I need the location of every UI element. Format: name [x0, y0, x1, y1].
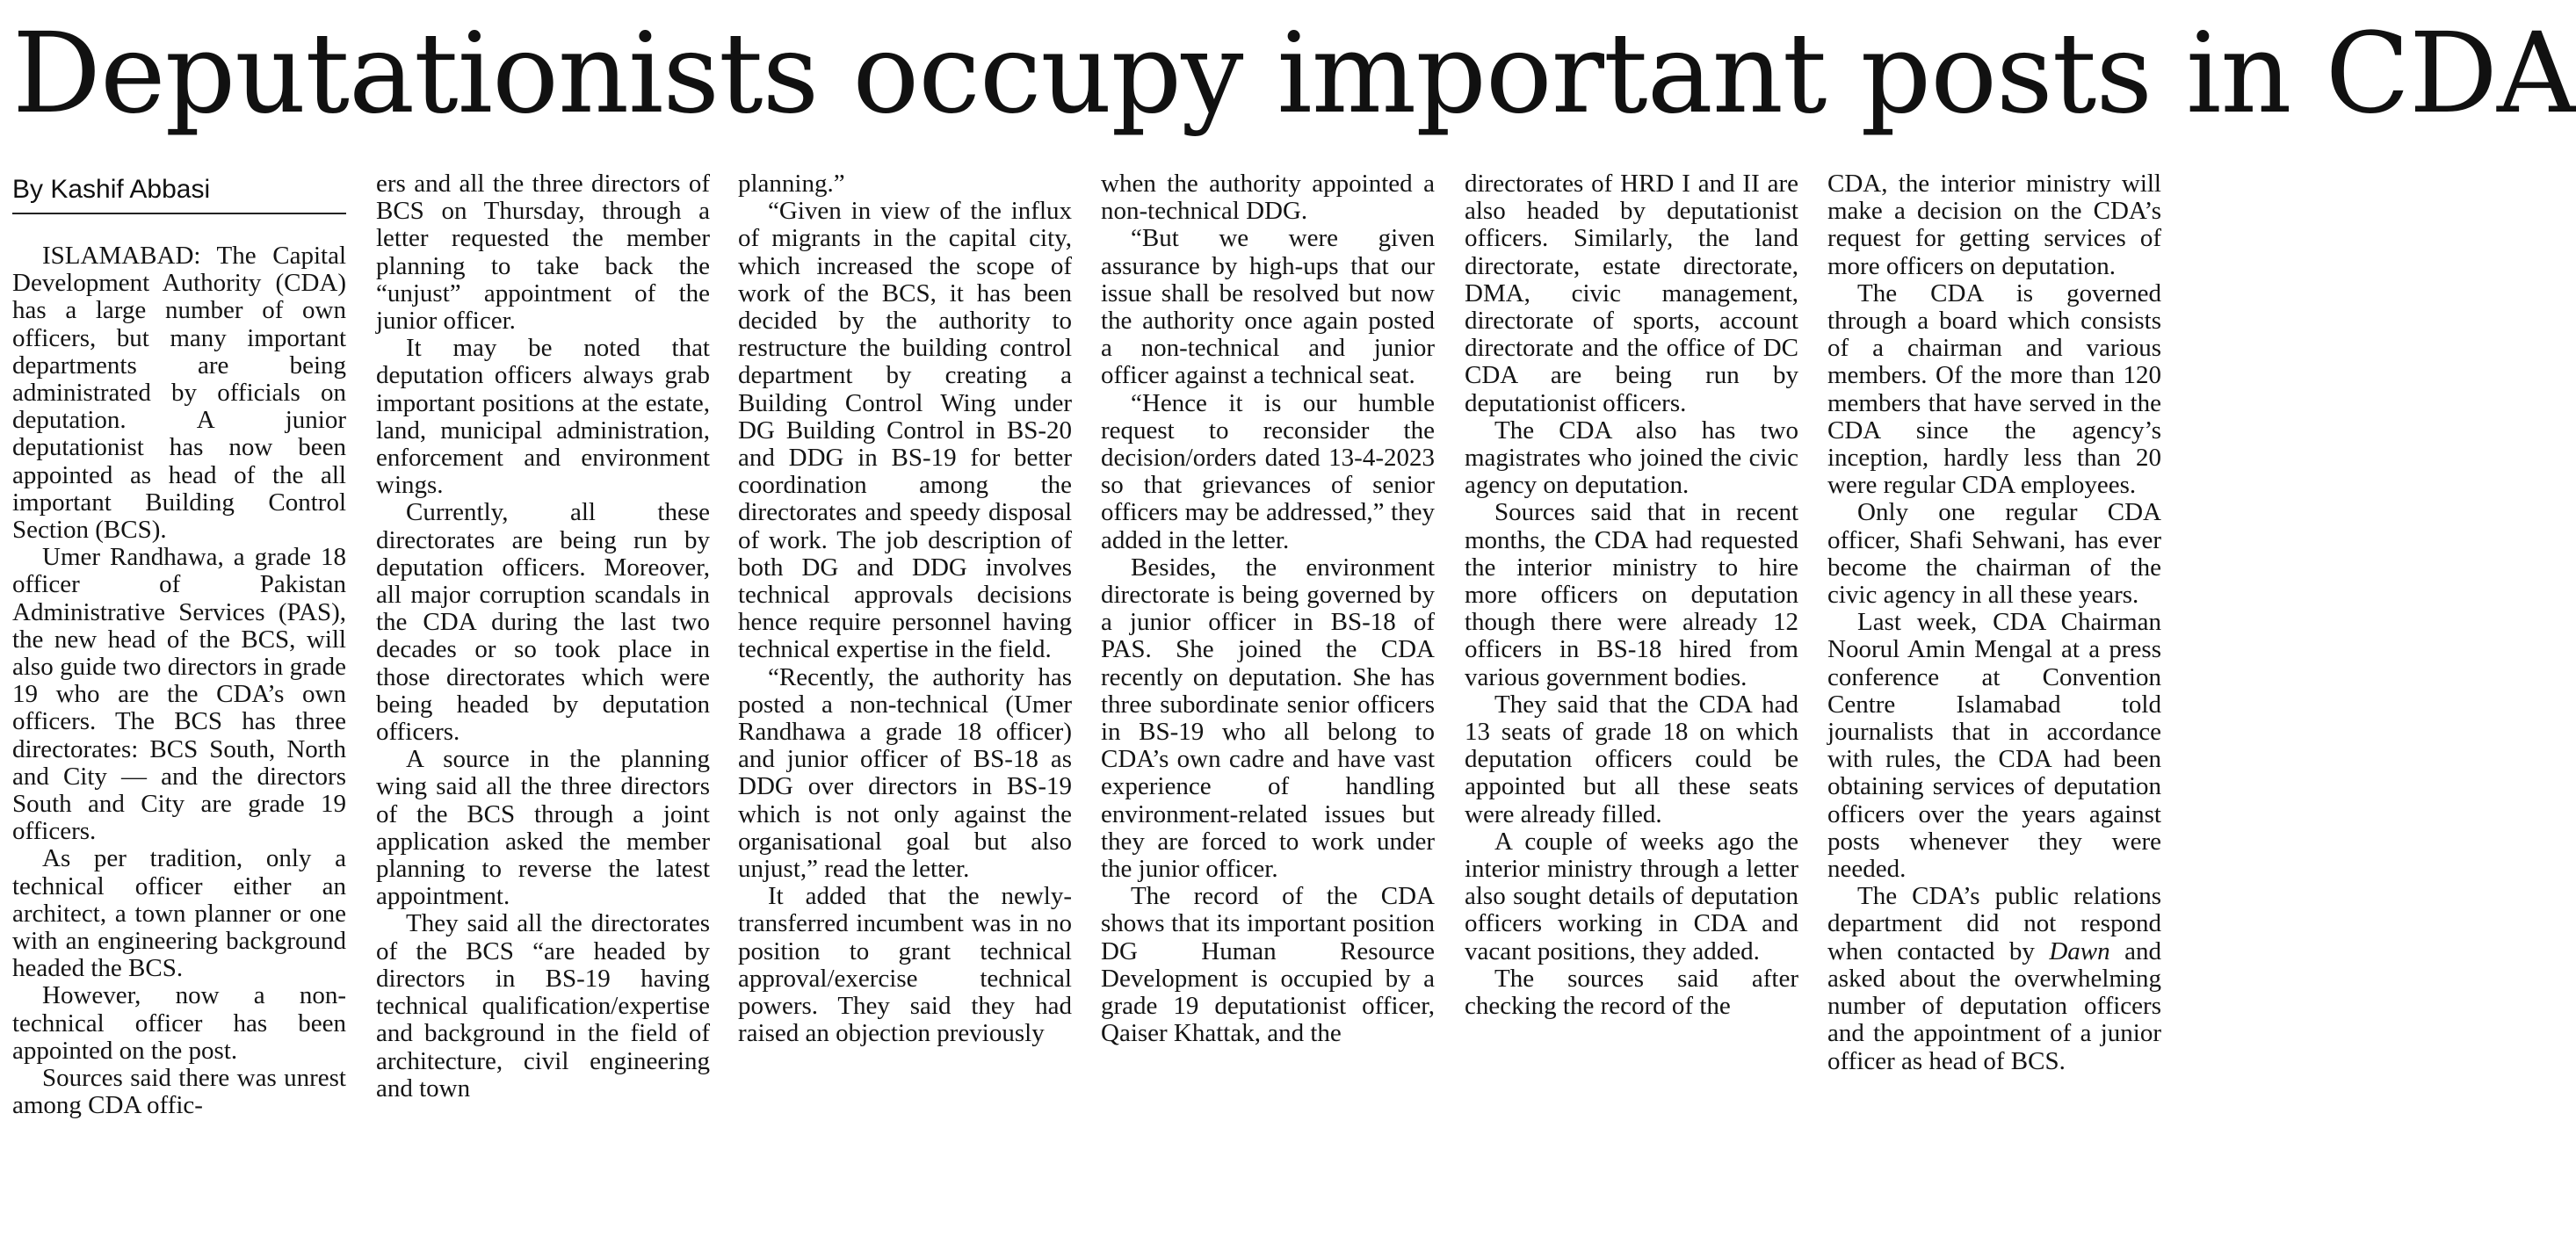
paragraph: The sources said after checking the record of the: [1465, 964, 1798, 1021]
paragraph-continued: planning.”: [738, 170, 845, 198]
paragraph: They said that the CDA had 13 seats of grade 18 on which deputation officers could be appointed but all these seats were already filled.: [1465, 690, 1798, 828]
paragraph: “Given in view of the influx of migrants in the capital city, which increased the scope of work of the BCS, it has been decided by the authority to restructure the building control department by creating a Building Control Wing under DG Building Control in BS-20 and DDG in BS-19 for better coordination among the directorates and speedy disposal of work. The job description of both DG and DDG involves technical approvals decisions hence require personnel having technical expertise in the field.: [738, 197, 1072, 664]
paragraph-text: The CDA’s public relations department did not respond when contacted by: [1827, 882, 2161, 965]
paragraph: Currently, all these directorates are being run by deputation officers. Moreover, all major corruption scandals in the CDA during the last two decades or so took place in those directorates which were being headed by deputation officers.: [376, 498, 710, 747]
paragraph: “Hence it is our humble request to reconsider the decision/orders dated 13-4-2023 so that grievances of senior officers may be addressed,” they added in the letter.: [1101, 388, 1435, 554]
paragraph: Umer Randhawa, a grade 18 officer of Pakistan Administrative Services (PAS), the new head of the BCS, will also guide two directors in grade 19 who are the CDA’s own officers. The BCS has three directorates: BCS South, North and City — and the directors South and City are grade 19 officers.: [12, 543, 346, 846]
byline: By Kashif Abbasi: [12, 170, 346, 214]
article-column-5: [1465, 170, 1798, 1253]
paragraph: They said all the directorates of the BCS “are headed by directors in BS-19 having technical qualification/expertise and background in the field of architecture, civil engineering and town: [376, 909, 710, 1103]
headline: Deputationists occupy important posts in CDA: [12, 9, 2576, 138]
paragraph: It may be noted that deputation officers always grab important positions at the estate, land, municipal administration, enforcement and environment wings.: [376, 334, 710, 500]
paragraph: Sources said there was unrest among CDA offic-: [12, 1064, 346, 1120]
paragraph: Last week, CDA Chairman Noorul Amin Mengal at a press conference at Convention Centre Islamabad told journalists that in accordance with rules, the CDA had been obtaining services of deputation officers over the years against posts whenever they were needed.: [1827, 608, 2161, 884]
paragraph: A source in the planning wing said all the three directors of the BCS through a joint application asked the member planning to reverse the latest appointment.: [376, 745, 710, 911]
paragraph: The CDA is governed through a board which consists of a chairman and various members. Of the more than 120 members that have served in the CDA since the agency’s inception, hardly less than 20 were regular CDA employees.: [1827, 278, 2161, 500]
paragraph: Only one regular CDA officer, Shafi Sehwani, has ever become the chairman of the civic agency in all these years.: [1827, 498, 2161, 610]
paragraph: “But we were given assurance by high-ups that our issue shall be resolved but now the authority once again posted a non-technical and junior officer against a technical seat.: [1101, 224, 1435, 390]
paragraph: The record of the CDA shows that its important position DG Human Resource Development is occupied by a grade 19 deputationist officer, Qaiser Khattak, and the: [1101, 882, 1435, 1048]
paragraph: The CDA also has two magistrates who joined the civic agency on deputation.: [1465, 416, 1798, 500]
article-column-3: [738, 170, 1072, 1253]
paragraph-continued: when the authority appointed a non-technical DDG.: [1101, 170, 1435, 226]
paragraph-continued: ers and all the three directors of BCS on Thursday, through a letter requested the member planning to take back the “unjust” appointment of the junior officer.: [376, 170, 710, 336]
paragraph: A couple of weeks ago the interior ministry through a letter also sought details of deputation officers working in CDA and vacant positions, they added.: [1465, 827, 1798, 965]
article-column-1: [12, 170, 346, 1253]
paragraph-text: and asked about the overwhelming number of deputation officers and the appointment of a junior officer as head of BCS.: [1827, 936, 2162, 1075]
paragraph: Besides, the environment directorate is being governed by a junior officer in BS-18 of PAS. She joined the CDA recently on deputation. She has three subordinate senior officers in BS-19 who all belong to CDA’s own cadre and have vast experience of handling environment-related issues but they are forced to work under the junior officer.: [1101, 553, 1435, 884]
paragraph-continued: directorates of HRD I and II are also headed by deputationist officers. Similarly, the land directorate, estate directorate, DMA, civic management, directorate of sports, account directorate and the office of DC CDA are being run by deputationist officers.: [1465, 170, 1798, 417]
paragraph: [1827, 883, 2161, 1074]
paragraph: As per tradition, only a technical officer either an architect, a town planner or one with an engineering background headed the BCS.: [12, 844, 346, 983]
paragraph: “Recently, the authority has posted a non-technical (Umer Randhawa a grade 18 officer) and junior officer of BS-18 as DDG over directors in BS-19 which is not only against the organisational goal but also unjust,” read the letter.: [738, 662, 1072, 884]
paragraph-continued: CDA, the interior ministry will make a decision on the CDA’s request for getting services of more officers on deputation.: [1827, 170, 2161, 280]
article-column-4: [1101, 170, 1435, 1253]
article-column-6: [1827, 170, 2161, 1253]
article-column-2: [376, 170, 710, 1253]
paragraph: ISLAMABAD: The Capital Development Authority (CDA) has a large number of own officers, but many important departments are being administrated by officials on deputation. A junior deputationist has now been appointed as head of the all important Building Control Section (BCS).: [12, 242, 346, 545]
paragraph: It added that the newly-transferred incumbent was in no position to grant technical approval/exercise technical powers. They said they had raised an objection previously: [738, 882, 1072, 1048]
publication-name: Dawn: [2049, 936, 2110, 965]
paragraph: However, now a non-technical officer has been appointed on the post.: [12, 981, 346, 1065]
paragraph: Sources said that in recent months, the CDA had requested the interior ministry to hire more officers on deputation though there were already 12 officers in BS-18 hired from various government bodies.: [1465, 498, 1798, 691]
